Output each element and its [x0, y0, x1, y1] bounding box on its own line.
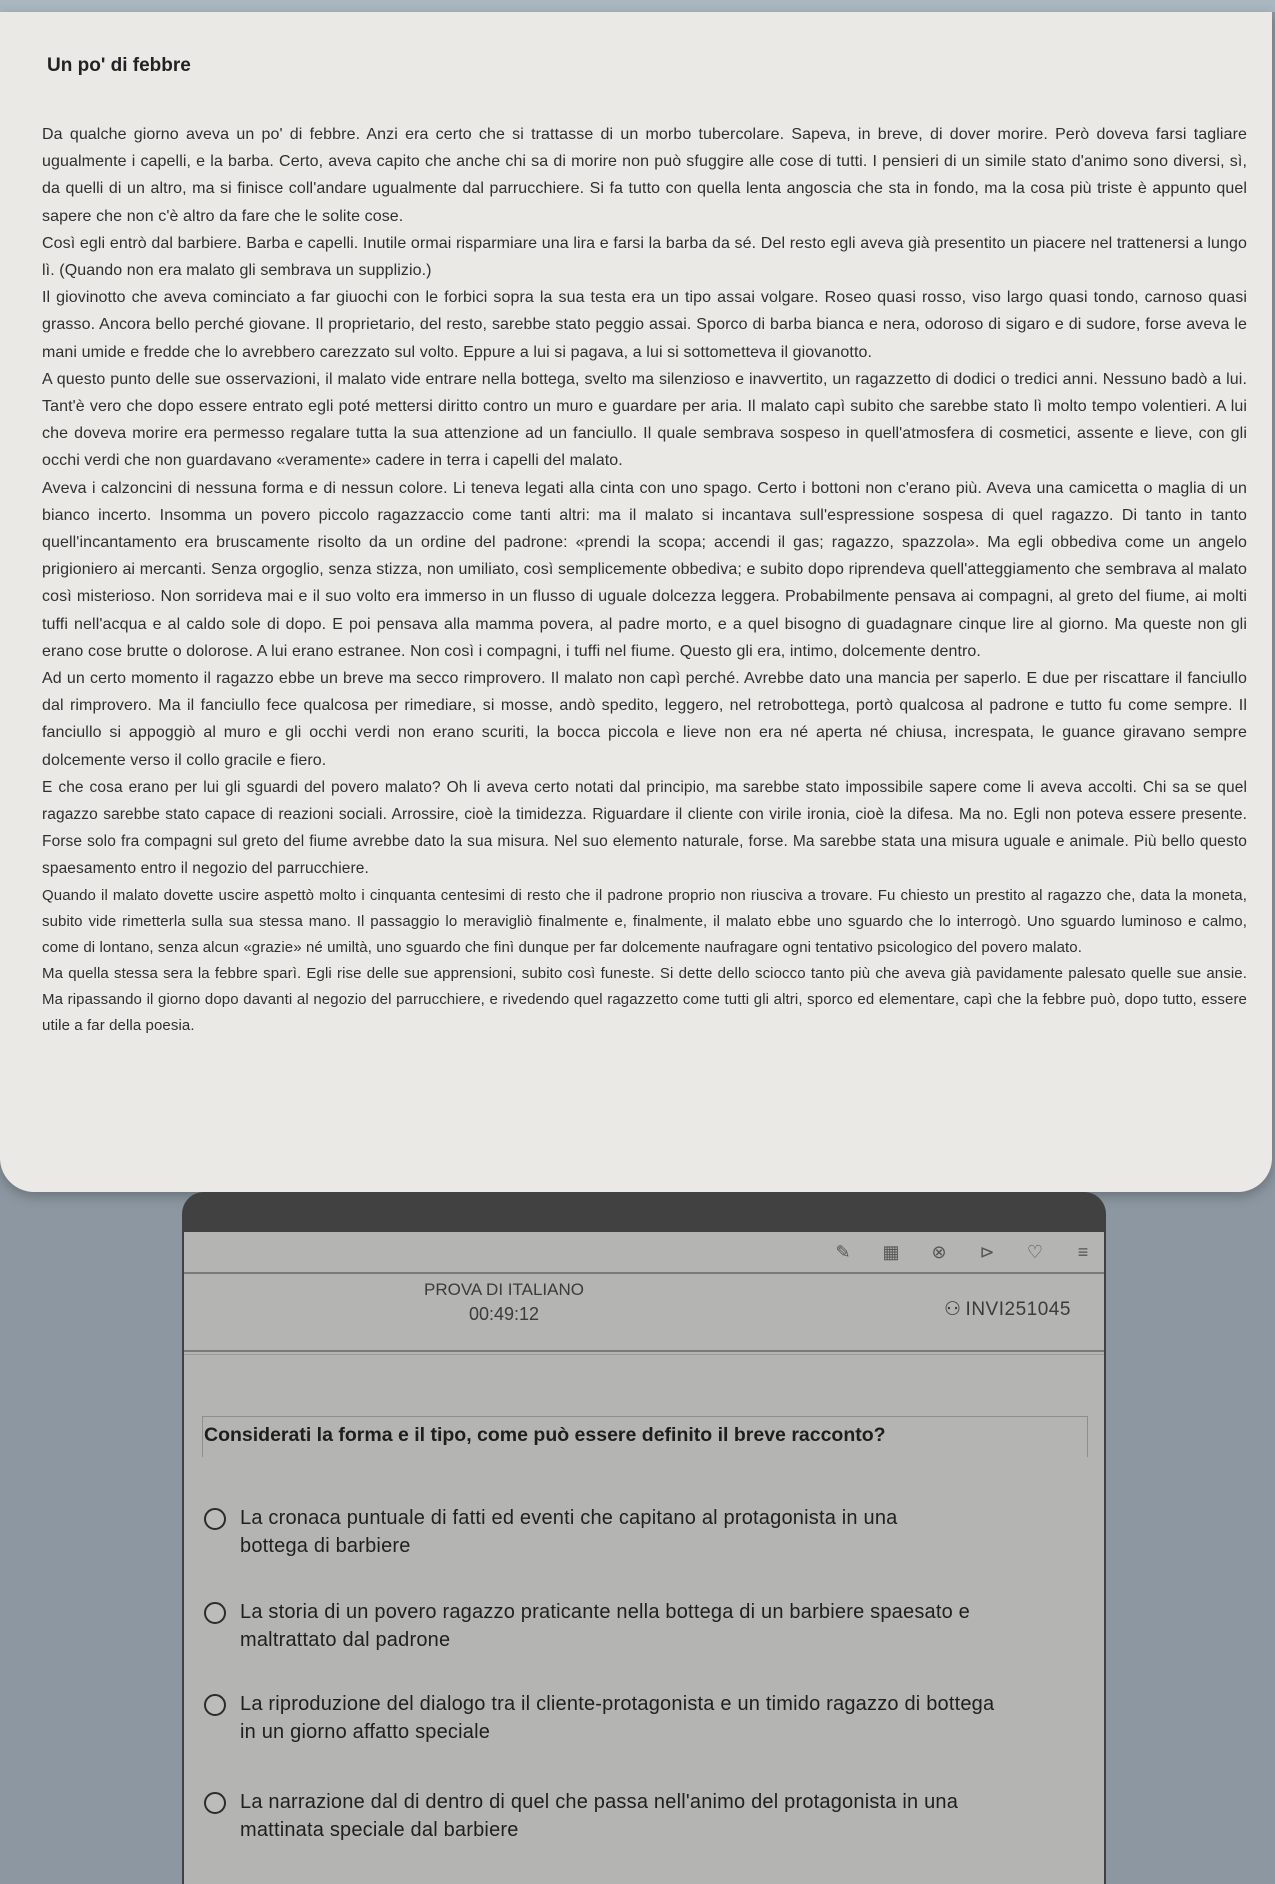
answer-label: La narrazione dal di dentro di quel che passa nell'animo del protagonista in una mattinata speciale dal barbiere — [240, 1791, 959, 1841]
story-paragraph: Ad un certo momento il ragazzo ebbe un breve ma secco rimprovero. Il malato non capì perché. Avrebbe dato una mancia per saperlo. E due per riscattare il fanciullo dal rimprovero. Ma il fanciullo fece qualcosa per rimediare, si mosse, andò spedito, leggero, nel retrobottega, portò qualcosa al padrone e tutto fu come sempre. Il fanciullo si appoggiò al muro e gli occhi verdi non erano scuriti, la bocca piccola e lieve non era né aperta né chiusa, increspata, le guance giravano sempre dolcemente verso il collo gracile e fiero. — [42, 670, 1247, 769]
story-title: Un po' di febbre — [47, 55, 191, 76]
exam-toolbar — [832, 1232, 1094, 1272]
heart-icon[interactable]: ♡ — [1026, 1241, 1044, 1262]
story-paragraph: A questo punto delle sue osservazioni, il malato vide entrare nella bottega, svelto ma silenzioso e inavvertito, un ragazzetto di dodici o tredici anni. Nessuno badò a lui. Tant'è vero che dopo essere entrato egli poté mettersi diritto contro un muro e guardare per aria. Il malato capì subito che sarebbe stato lì molto tempo volentieri. A lui che doveva morire era permesso regalare tutta la sua attenzione ad un fanciullo. Il quale sembrava sospeso in quell'atmosfera di cosmetici, assente e lieve, con gli occhi verdi che non guardavano «veramente» cadere in terra i capelli del malato. — [42, 370, 1247, 470]
header-divider — [184, 1350, 1104, 1352]
answer-option-3[interactable] — [204, 1690, 1084, 1746]
user-id: INVI251045 — [965, 1299, 1071, 1320]
story-paragraph: Così egli entrò dal barbiere. Barba e capelli. Inutile ormai risparmiare una lira e farsi la barba da sé. Del resto egli aveva già presentito un piacere nel trattenersi a lungo lì. (Quando non era malato gli sembrava un supplizio.) — [42, 234, 1247, 280]
story-paragraph: Ma quella stessa sera la febbre sparì. Egli rise delle sue apprensioni, subito così funeste. Si dette dello sciocco tanto più che aveva già pavidamente palesato quelle sue ansie. Ma ripassando il giorno dopo davanti al negozio del parrucchiere, e rivedendo quel ragazzetto come tutti gli altri, sporco ed elementare, capì che la febbre può, dopo tutto, essere utile a far della poesia. — [42, 964, 1247, 1034]
answer-label: La cronaca puntuale di fatti ed eventi che capitano al protagonista in una bottega di barbiere — [240, 1507, 898, 1557]
radio-button[interactable] — [204, 1694, 226, 1716]
question-text: Considerati la forma e il tipo, come può essere definito il breve racconto? — [204, 1424, 886, 1446]
calculator-icon[interactable]: ▦ — [882, 1241, 900, 1262]
exam-screen — [184, 1232, 1104, 1884]
answer-label: La riproduzione del dialogo tra il cliente-protagonista e un timido ragazzo di bottega in un giorno affatto speciale — [240, 1693, 995, 1743]
radio-button[interactable] — [204, 1508, 226, 1530]
top-strip — [0, 0, 1275, 12]
user-badge — [944, 1298, 1071, 1321]
toolbar-divider — [184, 1272, 1104, 1274]
pencil-icon[interactable]: ✎ — [835, 1241, 851, 1262]
radio-button[interactable] — [204, 1602, 226, 1624]
story-paragraph: Da qualche giorno aveva un po' di febbre. Anzi era certo che si trattasse di un morbo tubercolare. Sapeva, in breve, di dover morire. Però doveva farsi tagliare ugualmente i capelli, e la barba. Certo, aveva capito che anche chi sa di morire non può sfuggire alle cose di tutti. I pensieri di un simile stato d'animo sono diversi, sì, da quelli di un altro, ma si finisce coll'andare ugualmente dal parrucchiere. Si fa tutto con quella lenta angoscia che sta in fondo, ma la cosa più triste è appunto quel sapere che non c'è altro da fare che le solite cose. — [42, 126, 1247, 225]
exam-timer: 00:49:12 — [468, 1304, 540, 1324]
story-body — [42, 121, 1247, 1039]
story-paragraph: Quando il malato dovette uscire aspettò molto i cinquanta centesimi di resto che il padrone proprio non riusciva a trovare. Fu chiesto un prestito al ragazzo che, data la moneta, subito vide rimetterla sulla sua stessa mano. Il passaggio lo meravigliò finalmente e, finalmente, il malato ebbe uno sguardo che lo interrogò. Uno sguardo luminoso e calmo, come di lontano, senza alcun «grazie» né umiltà, uno sguardo che finì dunque per far dolcemente naufragare ogni tentativo psicologico del povero malato. — [42, 886, 1247, 956]
flag-icon[interactable]: ⊳ — [979, 1241, 995, 1262]
exam-title: PROVA DI ITALIANO — [424, 1280, 584, 1299]
answer-option-2[interactable] — [204, 1598, 1084, 1654]
answer-label: La storia di un povero ragazzo praticante nella bottega di un barbiere spaesato e maltrattato dal padrone — [240, 1601, 971, 1651]
close-circle-icon[interactable]: ⊗ — [931, 1241, 947, 1262]
answer-option-1[interactable] — [204, 1504, 1084, 1560]
story-paragraph: Aveva i calzoncini di nessuna forma e di nessun colore. Li teneva legati alla cinta con uno spago. Certo i bottoni non c'erano più. Aveva una camicetta o maglia di un bianco incerto. Insomma un povero piccolo ragazzaccio come tanti altri: ma il malato si incantava sull'espressione sospesa di quel ragazzo. Di tanto in tanto quell'incantamento era bruscamente risolto da un ordine del padrone: «prendi la scopa; accendi il gas; ragazzo, spazzola». Ma egli obbediva come un angelo prigioniero ai mercanti. Senza orgoglio, senza stizza, non umiliato, così semplicemente obbediva; e subito dopo riprendeva quell'atteggiamento che sembrava al malato così misterioso. Non sorrideva mai e il suo volto era immerso in un flusso di uguale dolcezza leggera. Probabilmente pensava ai compagni, al greto del fiume, ai molti tuffi nell'acqua e al caldo sole di dopo. E poi pensava alla mamma povera, al padre morto, e a quel bisogno di guadagnare cinque lire al giorno. Ma queste non gli erano cose brutte o dolorose. A lui erano estranee. Non così i compagni, i tuffi nel fiume. Questo gli era, intimo, dolcemente dentro. — [42, 479, 1247, 660]
menu-icon[interactable]: ≡ — [1077, 1241, 1089, 1262]
answer-option-4[interactable] — [204, 1788, 1084, 1844]
radio-button[interactable] — [204, 1792, 226, 1814]
user-icon: ⚇ — [944, 1299, 962, 1320]
printed-text-sheet — [0, 12, 1272, 1192]
story-card — [42, 45, 1247, 1039]
story-paragraph: Il giovinotto che aveva cominciato a far giuochi con le forbici sopra la sua testa era un tipo assai volgare. Roseo quasi rosso, viso largo quasi tondo, carnoso quasi grasso. Ancora bello perché giovane. Il proprietario, del resto, sarebbe stato peggio assai. Sporco di barba bianca e nera, odoroso di sigaro e di sudore, forse aveva le mani umide e fredde che lo avrebbero carezzato sul volto. Eppure a lui si pagava, a lui si sottometteva il giovanotto. — [42, 289, 1247, 361]
header-divider-2 — [184, 1354, 1104, 1355]
story-paragraph: E che cosa erano per lui gli sguardi del povero malato? Oh li aveva certo notati dal principio, ma sarebbe stato impossibile sapere come li aveva accolti. Chi sa se quel ragazzo sarebbe stato capace di reazioni sociali. Arrossire, cioè la timidezza. Riguardare il cliente con virile ironia, cioè la difesa. Ma no. Egli non poteva essere presente. Forse solo fra compagni sul greto del fiume avrebbe dato la sua misura. Nel suo elemento naturale, forse. Ma sarebbe stata una misura uguale e animale. Più bello questo spaesamento entro il negozio del parrucchiere. — [42, 778, 1247, 878]
